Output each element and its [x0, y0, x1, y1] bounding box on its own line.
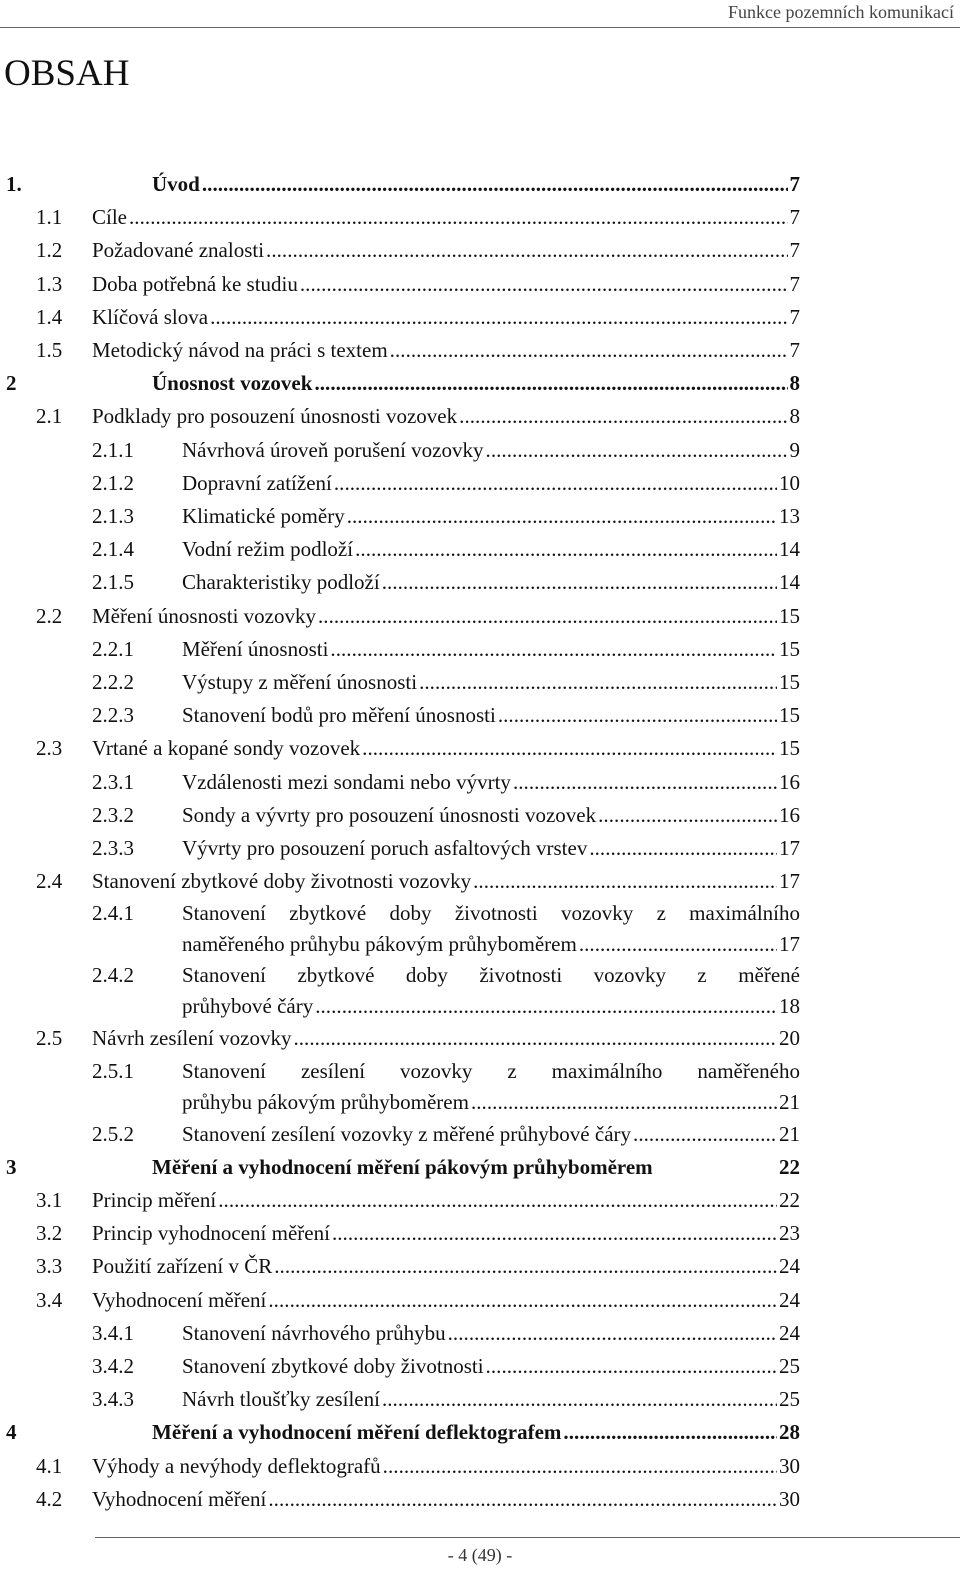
toc-entry[interactable]	[0, 1450, 960, 1483]
toc-entry-number: 3.3	[36, 1254, 63, 1279]
toc-leader-dots	[347, 500, 777, 533]
toc-entry-title: Vyhodnocení měření	[92, 1287, 267, 1312]
toc-leader-dots	[314, 367, 787, 400]
toc-entry-title: Klimatické poměry	[182, 504, 345, 528]
toc-leader-dots	[210, 301, 787, 334]
toc-entry-page: 7	[789, 271, 800, 296]
toc-entry-page: 7	[789, 338, 800, 362]
toc-entry-title: Stanovení zbytkové doby životnosti vozovky z měřené	[182, 963, 800, 988]
toc-entry-title: Měření únosnosti vozovky	[92, 603, 316, 628]
toc-leader-dots	[448, 1317, 777, 1350]
toc-entry-page: 15	[779, 636, 800, 661]
toc-entry-page: 25	[779, 1354, 800, 1378]
toc-entry[interactable]	[0, 799, 960, 832]
toc-entry-page: 25	[779, 1387, 800, 1412]
toc-leader-dots	[266, 234, 787, 267]
toc-entry-page: 15	[779, 603, 800, 628]
toc-entry-number: 2.4	[36, 869, 63, 894]
toc-entry[interactable]	[0, 301, 960, 334]
toc-entry-page: 24	[779, 1320, 800, 1345]
toc-entry-title: Stanovení návrhového průhybu	[182, 1320, 446, 1345]
toc-entry-number: 2.4.2	[92, 963, 134, 988]
toc-entry-page: 21	[779, 1121, 800, 1146]
toc-entry-number: 2.4.1	[92, 901, 134, 926]
toc-leader-dots	[218, 1184, 777, 1217]
toc-leader-dots	[315, 991, 777, 1022]
toc-entry[interactable]	[0, 666, 960, 699]
toc-leader-dots	[498, 699, 777, 732]
toc-entry-page: 8	[789, 371, 800, 396]
toc-entry-title: Princip měření	[92, 1188, 217, 1212]
toc-leader-dots	[513, 766, 777, 799]
toc-entry-title: Charakteristiky podloží	[182, 570, 380, 595]
toc-entry-number: 2.1.1	[92, 437, 134, 462]
toc-entry-number: 2.5	[36, 1026, 63, 1051]
toc-entry-page: 15	[779, 736, 800, 761]
toc-entry-page: 14	[779, 570, 800, 595]
toc-entry-number: 3.4	[36, 1287, 63, 1312]
toc-entry-page: 18	[779, 994, 800, 1019]
toc-leader-dots	[300, 268, 788, 301]
toc-entry-title: Princip vyhodnocení měření	[92, 1221, 330, 1246]
toc-entry[interactable]	[0, 400, 960, 433]
toc-entry-number: 4.2	[36, 1486, 63, 1511]
toc-leader-dots	[268, 1483, 777, 1516]
toc-entry[interactable]	[0, 1056, 960, 1118]
toc-entry-title: Návrh zesílení vozovky	[92, 1026, 292, 1051]
toc-entry[interactable]	[0, 234, 960, 267]
toc-entry[interactable]	[0, 566, 960, 599]
toc-entry-number: 1.5	[36, 338, 63, 362]
toc-leader-dots	[332, 1217, 777, 1250]
toc-entry-title: Stanovení bodů pro měření únosnosti	[182, 703, 496, 728]
toc-leader-dots	[589, 832, 777, 865]
toc-leader-dots	[563, 1416, 777, 1449]
toc-entry-number: 2.3.1	[92, 769, 134, 794]
toc-entry-page: 7	[789, 238, 800, 263]
toc-entry[interactable]	[0, 1151, 960, 1184]
toc-entry[interactable]	[0, 1350, 960, 1383]
toc-entry-title: Vodní režim podloží	[182, 537, 354, 562]
toc-entry[interactable]	[0, 201, 960, 234]
toc-entry-title: Stanovení zbytkové doby životnosti vozovky z maximálního	[182, 901, 800, 926]
toc-entry-number: 1.2	[36, 238, 63, 263]
toc-leader-dots	[579, 929, 777, 960]
toc-entry-title: Použití zařízení v ČR	[92, 1254, 273, 1279]
toc-leader-dots	[293, 1022, 777, 1055]
toc-entry-title: Měření a vyhodnocení měření deflektografem	[152, 1420, 562, 1445]
toc-entry-page: 16	[779, 769, 800, 794]
toc-entry[interactable]	[0, 766, 960, 799]
toc-entry-title: Stanovení zbytkové doby životnosti vozovky	[92, 869, 472, 894]
toc-entry-title: Dopravní zatížení	[182, 470, 332, 495]
toc-entry[interactable]	[0, 268, 960, 301]
toc-entry-title: Metodický návod na práci s textem	[92, 338, 388, 362]
toc-entry-page: 17	[779, 869, 800, 894]
toc-leader-dots	[355, 533, 777, 566]
toc-entry-title: Úvod	[152, 172, 200, 196]
toc-leader-dots	[633, 1118, 777, 1151]
toc-entry-number: 2.3.2	[92, 802, 134, 827]
toc-entry-title-continued: naměřeného průhybu pákovým průhyboměrem	[182, 932, 577, 957]
footer-rule	[95, 1537, 960, 1538]
toc-entry-number: 2.2.1	[92, 636, 134, 661]
toc-entry-page: 22	[779, 1188, 800, 1212]
toc-entry[interactable]	[0, 865, 960, 898]
toc-entry-title: Návrhová úroveň porušení vozovky	[182, 437, 484, 462]
toc-entry-number: 2.5.2	[92, 1121, 134, 1146]
toc-entry-page: 21	[779, 1089, 800, 1114]
toc-leader-dots	[382, 1383, 777, 1416]
toc-entry[interactable]	[0, 732, 960, 765]
toc-entry[interactable]	[0, 1317, 960, 1350]
toc-entry-title: Stanovení zesílení vozovky z měřené průhybové čáry	[182, 1121, 632, 1146]
toc-entry-number: 2.3	[36, 736, 63, 761]
toc-entry-number: 2.5.1	[92, 1058, 134, 1083]
toc-leader-dots	[330, 633, 777, 666]
running-header: Funkce pozemních komunikací	[728, 2, 954, 22]
toc-entry-page: 7	[789, 172, 800, 196]
toc-entry-page: 7	[789, 304, 800, 329]
toc-entry-number: 4	[6, 1420, 17, 1445]
toc-entry[interactable]	[0, 1118, 960, 1151]
toc-entry[interactable]	[0, 832, 960, 865]
toc-leader-dots	[268, 1284, 777, 1317]
toc-entry-page: 13	[779, 504, 800, 528]
toc-entry-title: Klíčová slova	[92, 304, 209, 329]
toc-entry-title: Cíle	[92, 205, 127, 230]
toc-leader-dots	[459, 400, 787, 433]
toc-entry-page: 10	[779, 470, 800, 495]
toc-entry[interactable]	[0, 1022, 960, 1055]
toc-entry-number: 1.1	[36, 205, 63, 230]
toc-entry[interactable]	[0, 533, 960, 566]
toc-entry-title: Vrtané a kopané sondy vozovek	[92, 736, 361, 761]
toc-leader-dots	[598, 799, 777, 832]
toc-entry-number: 2.1	[36, 404, 63, 429]
toc-entry-number: 2.1.3	[92, 504, 134, 528]
toc-entry-number: 3	[6, 1154, 17, 1179]
toc-entry-page: 22	[779, 1154, 800, 1179]
toc-leader-dots	[486, 434, 788, 467]
toc-entry-page: 14	[779, 537, 800, 562]
toc-entry-number: 2.2.3	[92, 703, 134, 728]
toc-entry-title: Měření a vyhodnocení měření pákovým průhyboměrem	[152, 1154, 653, 1179]
toc-entry[interactable]	[0, 168, 960, 201]
toc-entry-title: Vzdálenosti mezi sondami nebo vývrty	[182, 769, 511, 794]
toc-entry-number: 1.3	[36, 271, 63, 296]
toc-leader-dots	[419, 666, 777, 699]
header-rule	[0, 27, 960, 28]
toc-entry[interactable]	[0, 1416, 960, 1449]
toc-entry[interactable]	[0, 500, 960, 533]
toc-entry-number: 2.2	[36, 603, 63, 628]
toc-entry-page: 15	[779, 703, 800, 728]
toc-entry-number: 1.	[6, 172, 22, 196]
toc-entry-page: 8	[789, 404, 800, 429]
toc-entry-title: Sondy a vývrty pro posouzení únosnosti vozovek	[182, 802, 597, 827]
toc-entry-title: Únosnost vozovek	[152, 371, 313, 396]
toc-entry[interactable]	[0, 1217, 960, 1250]
toc-entry[interactable]	[0, 1383, 960, 1416]
toc-leader-dots	[129, 201, 788, 234]
toc-leader-dots	[274, 1250, 777, 1283]
toc-entry-title: Stanovení zbytkové doby životnosti	[182, 1354, 484, 1378]
toc-leader-dots	[362, 732, 777, 765]
toc-entry-number: 2.3.3	[92, 836, 134, 860]
toc-entry[interactable]	[0, 960, 960, 1022]
toc-entry-page: 15	[779, 670, 800, 694]
toc-leader-dots	[473, 865, 777, 898]
toc-leader-dots	[383, 1450, 777, 1483]
toc-leader-dots	[334, 467, 777, 500]
toc-entry-title: Výstupy z měření únosnosti	[182, 670, 418, 694]
toc-entry-number: 2.2.2	[92, 670, 134, 694]
toc-entry[interactable]	[0, 1483, 960, 1516]
toc-entry-number: 3.1	[36, 1188, 63, 1212]
toc-entry-title: Stanovení zesílení vozovky z maximálního naměřeného	[182, 1058, 800, 1083]
toc-entry[interactable]	[0, 633, 960, 666]
toc-leader-dots	[471, 1087, 777, 1118]
toc-entry[interactable]	[0, 367, 960, 400]
toc-entry-page: 20	[779, 1026, 800, 1051]
toc-entry-page: 24	[779, 1254, 800, 1279]
toc-entry[interactable]	[0, 1284, 960, 1317]
toc-entry-title: Návrh tloušťky zesílení	[182, 1387, 380, 1412]
toc-leader-dots	[318, 600, 777, 633]
toc-leader-dots	[382, 566, 777, 599]
toc-entry-page: 7	[789, 205, 800, 230]
toc-entry-page: 30	[779, 1486, 800, 1511]
toc-entry[interactable]	[0, 334, 960, 367]
toc-entry-page: 28	[779, 1420, 800, 1445]
toc-entry-title-continued: průhybu pákovým průhyboměrem	[182, 1089, 469, 1114]
toc-entry-page: 17	[779, 932, 800, 957]
toc-entry-number: 2.1.2	[92, 470, 134, 495]
toc-entry-number: 1.4	[36, 304, 63, 329]
toc-entry[interactable]	[0, 898, 960, 960]
toc-entry-number: 3.4.2	[92, 1354, 134, 1378]
toc-entry-title-continued: průhybové čáry	[182, 994, 314, 1019]
toc-leader-dots	[390, 334, 788, 367]
toc-entry[interactable]	[0, 699, 960, 732]
toc-entry-title: Vyhodnocení měření	[92, 1486, 267, 1511]
page-number: - 4 (49) -	[447, 1545, 513, 1565]
toc-entry-title: Doba potřebná ke studiu	[92, 271, 298, 296]
toc-entry-page: 30	[779, 1453, 800, 1478]
toc-entry[interactable]	[0, 434, 960, 467]
toc-entry-page: 23	[779, 1221, 800, 1246]
toc-entry-number: 3.4.3	[92, 1387, 134, 1412]
toc-entry-page: 9	[789, 437, 800, 462]
toc-entry[interactable]	[0, 1184, 960, 1217]
toc-entry[interactable]	[0, 467, 960, 500]
toc-entry-title: Podklady pro posouzení únosnosti vozovek	[92, 404, 458, 429]
toc-entry[interactable]	[0, 600, 960, 633]
toc-entry-number: 3.2	[36, 1221, 63, 1246]
toc-entry-title: Výhody a nevýhody deflektografů	[92, 1453, 381, 1478]
toc-entry-number: 4.1	[36, 1453, 63, 1478]
page-title: OBSAH	[4, 53, 130, 94]
toc-entry-title: Měření únosnosti	[182, 636, 329, 661]
toc-entry[interactable]	[0, 1250, 960, 1283]
toc-entry-title: Vývrty pro posouzení poruch asfaltových vrstev	[182, 836, 588, 860]
toc-entry-page: 24	[779, 1287, 800, 1312]
toc-entry-number: 2	[6, 371, 17, 396]
toc-leader-dots	[486, 1350, 777, 1383]
toc-entry-number: 2.1.4	[92, 537, 134, 562]
toc-entry-number: 2.1.5	[92, 570, 134, 595]
toc-entry-page: 16	[779, 802, 800, 827]
toc-leader-dots	[202, 168, 788, 201]
toc-entry-page: 17	[779, 836, 800, 860]
toc-entry-number: 3.4.1	[92, 1320, 134, 1345]
toc-entry-title: Požadované znalosti	[92, 238, 265, 263]
